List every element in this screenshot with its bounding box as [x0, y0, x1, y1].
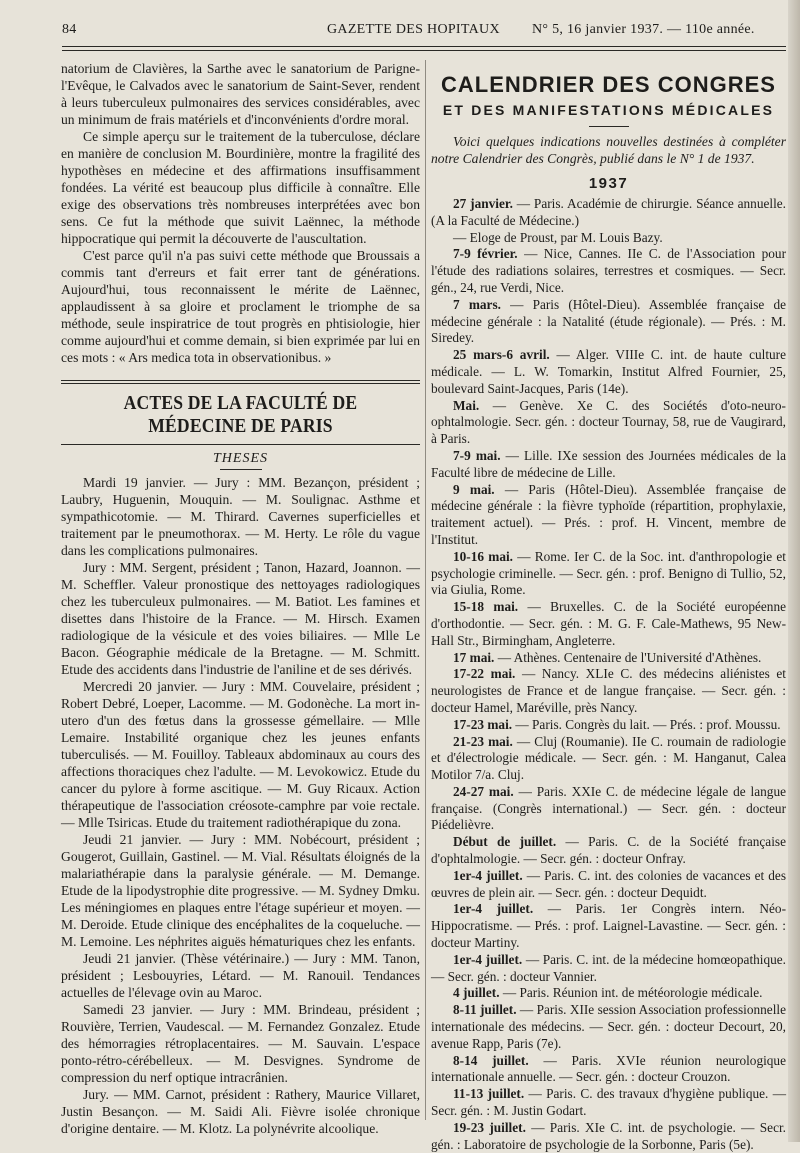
- event-text: — Athènes. Centenaire de l'Université d'Athènes.: [494, 649, 762, 665]
- event-entry: [431, 952, 786, 986]
- event-entry: [431, 347, 786, 397]
- section-rule-thin: [61, 383, 420, 384]
- event-date: 1er-4 juillet.: [453, 901, 534, 917]
- event-entry: [431, 734, 786, 784]
- event-date: 8-11 juillet.: [453, 1002, 517, 1018]
- calendar-intro: Voici quelques indications nouvelles destinées à compléter notre Calendrier des Congrès, publié dans le N° 1 de 1937.: [431, 134, 786, 166]
- event-text: — Rome. Ier C. de la Soc. int. d'anthropologie et psychologie criminelle. — Secr. gén. : prof. Benigno di Tullio, 52, via Giulia, Rome.: [431, 548, 786, 598]
- thesis-entry: Jeudi 21 janvier. (Thèse vétérinaire.) — Jury : MM. Tanon, président ; Lesbouyries, Létard. — M. Ranouil. Tendances actuelles de l'élevage ovin au Maroc.: [61, 951, 420, 1000]
- event-text: — Lille. IXe session des Journées médicales de la Faculté libre de médecine de Lille.: [431, 447, 786, 480]
- calendar-title: CALENDRIER DES CONGRES: [441, 72, 776, 97]
- event-date: 1er-4 juillet.: [453, 867, 523, 883]
- event-text: — Genève. Xe C. des Sociétés d'oto-neuro-ophtalmologie. Secr. gén. : docteur Tournay, 58, rue de Vaugirard, à Paris.: [431, 397, 786, 447]
- event-text: — Nancy. XLIe C. des médecins aliénistes et neurologistes de France et de langue française. — Secr. gén. : docteur Hamel, Maréville, près Nancy.: [431, 666, 786, 715]
- thesis-entry: Jeudi 21 janvier. — Jury : MM. Nobécourt, président ; Gougerot, Guillain, Gastinel. — M. Vial. Résultats éloignés de la malariathérapie dans la paralysie générale. — M. Demange. Etude de la lipodystrophie dite progressive. — M. Sydney Dmku. Les méningiomes en plaques entre l'étage supérieur et moyen. — M. Deroide. Etude clinique des encéphalites de la coqueluche. — M. Lemoine. Les néphrites aiguës hématuriques chez les enfants.: [61, 832, 420, 949]
- event-text: — Cluj (Roumanie). IIe C. roumain de radiologie et d'électrologie médicale. — Secr. gén. : M. Hanganut, Calea Motilor 7/a. Cluj.: [431, 733, 787, 783]
- paragraph: natorium de Clavières, la Sarthe avec le sanatorium de Parigne-l'Evêque, le Calvados avec le sanatorium de Saint-Sever, rendent à leurs tuberculeux pulmonaires des services considérables, avec un minimum de frais matériels et d'inconvénients d'ordre moral.: [61, 61, 420, 127]
- event-date: 24-27 mai.: [453, 783, 514, 799]
- event-date: 8-14 juillet.: [453, 1052, 529, 1068]
- event-text: — Paris. Académie de chirurgie. Séance annuelle. (A la Faculté de Médecine.): [431, 196, 786, 228]
- event-date: 17-23 mai.: [453, 716, 513, 732]
- event-date: Début de juillet.: [453, 834, 557, 850]
- event-date: 4 juillet.: [453, 985, 500, 1001]
- event-entry: [431, 448, 786, 482]
- event-date: 1er-4 juillet.: [453, 951, 523, 967]
- event-text: — Paris. XIe C. int. de psychologie. — Secr. gén. : Laboratoire de psychologie de la Sorbonne, Paris (5e).: [431, 1119, 787, 1152]
- event-date: 19-23 juillet.: [453, 1119, 526, 1135]
- thesis-entry: Samedi 23 janvier. — Jury : MM. Brindeau, président ; Rouvière, Terrien, Vaudescal. — M. Fernandez Gonzalez. Etude des hémorragies rétroplacentaires. — M. Sauvain. L'espace ponto-rétro-cérébelleux. — M. Desvignes. Syndrome de compression du nerf optique intracrânien.: [61, 1002, 420, 1085]
- intro-rule: [589, 126, 629, 127]
- event-entry: [431, 230, 786, 247]
- event-date: 7-9 février.: [453, 246, 518, 262]
- section-rule: [61, 380, 420, 381]
- event-entry: [431, 1120, 786, 1153]
- event-list: [431, 196, 786, 1153]
- page-number: 84: [62, 22, 77, 37]
- column-divider: [425, 60, 426, 1120]
- event-text: — Paris. Réunion int. de météorologie médicale.: [499, 985, 763, 1001]
- section-rule-thin: [61, 444, 420, 445]
- journal-title: GAZETTE DES HOPITAUX: [327, 22, 500, 37]
- event-date: 17 mai.: [453, 649, 495, 665]
- event-text: — Bruxelles. C. de la Société européenne d'orthodontie. — Secr. gén. : M. G. F. Cale-Mathews, 95 New-Hall Str., Birmingham, Angleterre.: [431, 599, 787, 648]
- paragraph: Ce simple aperçu sur le traitement de la tuberculose, déclare en manière de conclusion M. Bourdinière, montre la fragilité des hypothèses en médecine et des affirmations insuffisamment fondées. La vérité est beaucoup plus difficile à connaître. Elle exige des observations très nombreuses interprétées avec bon sens. Ce fut la méthode que suivit Laënnec, la méthode hippocratique qui permit la découverte de l'auscultation.: [61, 129, 420, 246]
- right-column: [431, 60, 786, 1153]
- event-date: Mai.: [453, 397, 480, 413]
- event-text: — Paris (Hôtel-Dieu). Assemblée française de médecine générale : la fièvre typhoïde (répartition, prophylaxie, traitement actuel). — Prés. : prof. H. Vincent, membre de l'Institut.: [431, 481, 786, 547]
- event-date: 25 mars-6 avril.: [453, 347, 550, 363]
- event-text: — Paris. XXIe C. de médecine légale de langue française. (Congrès international.) — Secr. gén. : docteur Piédelièvre.: [431, 783, 786, 833]
- event-entry: [431, 985, 786, 1002]
- event-entry: [431, 482, 786, 549]
- event-entry: [431, 1002, 786, 1052]
- event-date: 27 janvier.: [453, 196, 513, 211]
- event-entry: [431, 398, 786, 448]
- event-date: 17-22 mai.: [453, 666, 516, 682]
- running-header: [62, 22, 786, 44]
- event-text: — Paris. Congrès du lait. — Prés. : prof. Moussu.: [512, 716, 781, 732]
- event-entry: [431, 1086, 786, 1120]
- event-text: — Paris (Hôtel-Dieu). Assemblée française de médecine générale : la Natalité (étude régionale). — Prés. : M. Siredey.: [431, 296, 786, 346]
- event-date: 7-9 mai.: [453, 447, 501, 463]
- event-text: — Eloge de Proust, par M. Louis Bazy.: [453, 229, 663, 245]
- event-date: 15-18 mai.: [453, 599, 519, 615]
- event-entry: [431, 599, 786, 649]
- year-heading: 1937: [588, 175, 629, 192]
- event-entry: [431, 246, 786, 296]
- thesis-entry: Jury : MM. Sergent, président ; Tanon, Hazard, Joannon. — M. Scheffler. Valeur pronostique des nettoyages radiologiques chez les tuberculeux pulmonaires. — M. Batiot. Les famines et disettes dans l'histoire de la France. — M. Hirsch. Examen radiologique de la vésicule et des voies biliaires. — Mlle Le Bacon. Géographie médicale de la Bretagne. — M. Schmitt. Etude des accidents dans l'industrie de l'aniline et de ses dérivés.: [61, 560, 420, 677]
- event-text: — Paris. C. des travaux d'hygiène publique. — Secr. gén. : M. Justin Godart.: [431, 1086, 786, 1119]
- section-title: ACTES DE LA FACULTÉ DE MÉDECINE DE PARIS: [123, 392, 358, 437]
- thesis-entry: Jury. — MM. Carnot, président : Rathery, Maurice Villaret, Justin Besançon. — M. Saidi Ali. Fièvre isolée chronique d'origine dentaire. — M. Klotz. La polynévrite alcoolique.: [61, 1087, 420, 1136]
- event-entry: [431, 1053, 786, 1087]
- event-entry: [431, 666, 786, 716]
- header-rule-thin: [62, 50, 786, 51]
- subsection-title: THESES: [213, 451, 268, 466]
- event-entry: [431, 196, 786, 230]
- header-rule: [62, 46, 786, 47]
- event-date: 7 mars.: [453, 296, 501, 312]
- paragraph: C'est parce qu'il n'a pas suivi cette méthode que Broussais a commis tant d'erreurs et fait errer tant de générations. Aujourd'hui, tous reconnaissent le mérite de Laënnec, applaudissent à sa gloire et proclament le triomphe de sa méthode, seule inspiratrice de tout progrès en phtisiologie, hier comme aujourd'hui et comme demain, si bien exprimée par lui en ces mots : « Ars medica tota in observationibus. »: [61, 248, 420, 365]
- event-entry: [431, 868, 786, 902]
- event-text: — Paris. 1er Congrès intern. Néo-Hippocratisme. — Prés. : prof. Laignel-Lavastine. — Secr. gén. : docteur Martiny.: [431, 901, 786, 951]
- thesis-entry: Mardi 19 janvier. — Jury : MM. Bezançon, président ; Laubry, Huguenin, Mouquin. — M. Soulignac. Asthme et sympathicotomie. — M. Thirard. Cavernes superficielles et traitement par le pneumothorax. — M. Herty. Le rôle du vague dans les complications pulmonaires.: [61, 475, 420, 558]
- event-date: 21-23 mai.: [453, 733, 513, 749]
- subsection-rule: [220, 469, 262, 470]
- event-entry: [431, 834, 786, 868]
- thesis-entry: Mercredi 20 janvier. — Jury : MM. Couvelaire, président ; Robert Debré, Loeper, Lacomme. — M. Godonèche. La mort in-utero d'un des fœtus dans la grossesse gémellaire. — Mlle Lemaire. Instabilité organique chez les jeunes enfants tuberculisés. — M. Fouilloy. Tableaux abdominaux au cours des affections thoraciques chez l'adulte. — M. Levokowicz. Etude du cancer du pylore à forme ascitique. — M. Guy Ricaux. Action thérapeutique de l'association créosote-camphre par voie rectale. — Mlle Tsiricas. Etude du traitement radiothérapique du zona.: [61, 679, 420, 830]
- event-entry: [431, 717, 786, 734]
- event-entry: [431, 549, 786, 599]
- page-edge: [788, 0, 800, 1142]
- event-text: — Paris. C. int. de la médecine homœopathique. — Secr. gén. : docteur Vannier.: [431, 951, 787, 984]
- event-entry: [431, 650, 786, 667]
- event-text: — Paris. C. int. des colonies de vacances et des œuvres de plein air. — Secr. gén. : docteur Dequidt.: [431, 867, 787, 900]
- event-date: 11-13 juillet.: [453, 1086, 525, 1102]
- event-entry: [431, 901, 786, 951]
- event-text: — Paris. C. de la Société française d'ophtalmologie. — Secr. gén. : docteur Onfray.: [431, 834, 786, 867]
- left-column: [61, 60, 420, 1137]
- issue-line: N° 5, 16 janvier 1937. — 110e année.: [532, 22, 755, 37]
- event-text: — Paris. XVIe réunion neurologique internationale annuelle. — Secr. gén. : docteur Crouzon.: [431, 1052, 786, 1085]
- event-entry: [431, 784, 786, 834]
- event-text: — Paris. XIIe session Association professionnelle internationale des médecins. — Secr. gén. : docteur Decourt, 20, avenue Rapp, Paris (7e).: [431, 1002, 786, 1051]
- event-text: — Nice, Cannes. IIe C. de l'Association pour l'étude des radiations solaires, terrestres et cosmiques. — Secr. gén., 24, rue Verdi, Nice.: [431, 246, 786, 295]
- event-date: 9 mai.: [453, 481, 495, 497]
- calendar-subtitle: ET DES MANIFESTATIONS MÉDICALES: [442, 102, 775, 118]
- event-text: — Alger. VIIIe C. int. de haute culture médicale. — L. W. Tomarkin, Institut Alfred Fournier, 25, boulevard Saint-Jacques, Paris (14e).: [431, 347, 786, 396]
- event-entry: [431, 297, 786, 347]
- event-date: 10-16 mai.: [453, 548, 514, 564]
